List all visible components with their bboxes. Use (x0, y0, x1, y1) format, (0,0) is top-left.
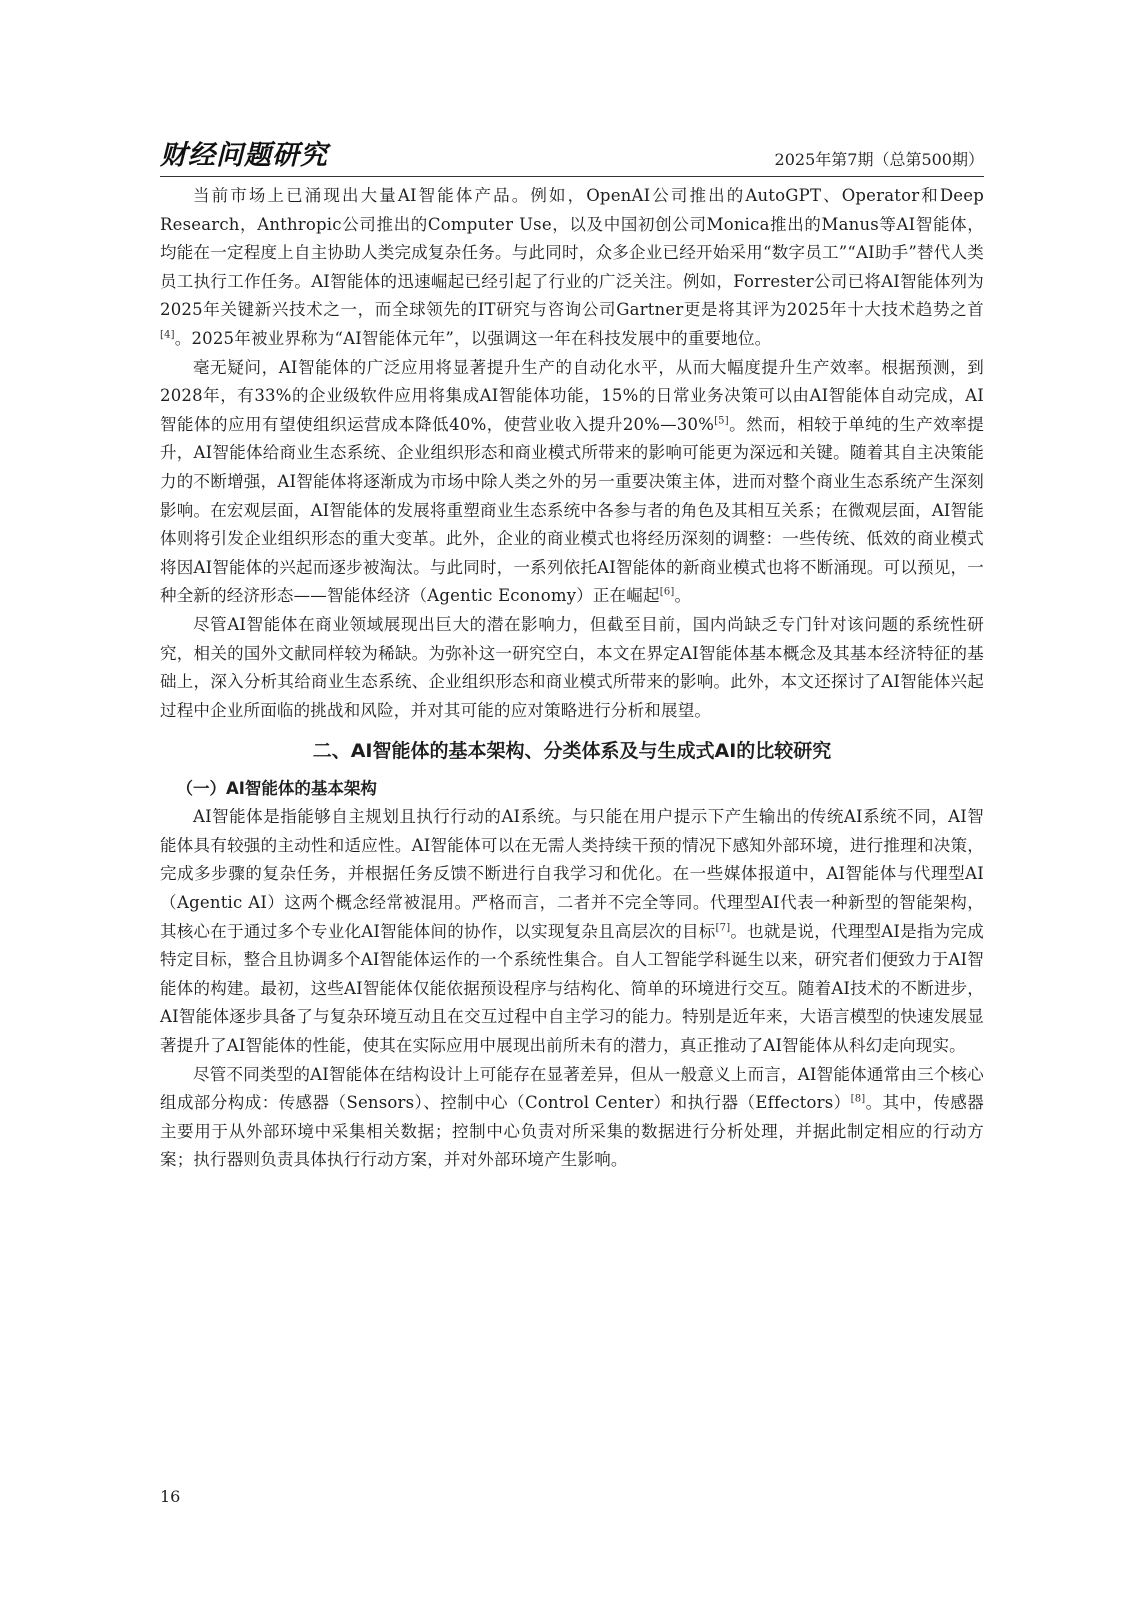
paragraph-text: 。然而，相较于单纯的生产效率提升，AI智能体给商业生态系统、企业组织形态和商业模式所带来的影响可能更为深远和关键。随着其自主决策能力的不断增强，AI智能体将逐渐成为市场中除人类之外的另一重要决策主体，进而对整个商业生态系统产生深刻影响。在宏观层面，AI智能体的发展将重塑商业生态系统中各参与者的角色及其相互关系；在微观层面，AI智能体则将引发企业组织形态的重大变革。此外，企业的商业模式也将经历深刻的调整：一些传统、低效的商业模式将因AI智能体的兴起而逐步被淘汰。与此同时，一系列依托AI智能体的新商业模式也将不断涌现。可以预见，一种全新的经济形态——智能体经济（Agentic Economy）正在崛起 (160, 414, 984, 606)
paragraph-5 (160, 1061, 984, 1175)
paragraph-text: 。其中，传感器主要用于从外部环境中采集相关数据；控制中心负责对所采集的数据进行分析处理，并据此制定相应的行动方案；执行器则负责具体执行行动方案，并对外部环境产生影响。 (160, 1093, 985, 1170)
paragraph-4 (160, 803, 984, 1060)
paragraph-text: 毫无疑问，AI智能体的广泛应用将显著提升生产的自动化水平，从而大幅度提升生产效率。根据预测，到2028年，有33%的企业级软件应用将集成AI智能体功能，15%的日常业务决策可以由AI智能体自动完成，AI智能体的应用有望使组织运营成本降低40%，使营业收入提升20%—30% (160, 357, 984, 434)
issue-info: 2025年第7期（总第500期） (774, 150, 984, 169)
paragraph-3 (160, 611, 984, 725)
subsection-heading: （一）AI智能体的基本架构 (176, 779, 377, 799)
page-number: 16 (160, 1487, 181, 1506)
citation-ref: [5] (714, 415, 729, 427)
citation-ref: [6] (659, 586, 675, 598)
journal-logo: 财经问题研究 (160, 140, 328, 171)
article-body (160, 182, 984, 1175)
citation-ref: [8] (850, 1093, 866, 1105)
paragraph-2 (160, 354, 984, 611)
paragraph-1 (160, 182, 984, 354)
paragraph-text: AI智能体是指能够自主规划且执行行动的AI系统。与只能在用户提示下产生输出的传统AI系统不同，AI智能体具有较强的主动性和适应性。AI智能体可以在无需人类持续干预的情况下感知外部环境，进行推理和决策，完成多步骤的复杂任务，并根据任务反馈不断进行自我学习和优化。在一些媒体报道中，AI智能体与代理型AI（Agentic AI）这两个概念经常被混用。严格而言，二者并不完全等同。代理型AI代表一种新型的智能架构，其核心在于通过多个专业化AI智能体间的协作，以实现复杂且高层次的目标 (160, 807, 984, 941)
section-heading: 二、AI智能体的基本架构、分类体系及与生成式AI的比较研究 (312, 740, 832, 763)
paragraph-text: 。 (674, 586, 692, 606)
paragraph-text: 。也就是说，代理型AI是指为完成特定目标，整合且协调多个AI智能体运作的一个系统性集合。自人工智能学科诞生以来，研究者们便致力于AI智能体的构建。最初，这些AI智能体仅能依据预设程序与结构化、简单的环境进行交互。随着AI技术的不断进步，AI智能体逐步具备了与复杂环境互动且在交互过程中自主学习的能力。特别是近年来，大语言模型的快速发展显著提升了AI智能体的性能，使其在实际应用中展现出前所未有的潜力，真正推动了AI智能体从科幻走向现实。 (160, 921, 984, 1056)
paragraph-text: 尽管AI智能体在商业领域展现出巨大的潜在影响力，但截至目前，国内尚缺乏专门针对该问题的系统性研究，相关的国外文献同样较为稀缺。为弥补这一研究空白，本文在界定AI智能体基本概念及其基本经济特征的基础上，深入分析其给商业生态系统、企业组织形态和商业模式所带来的影响。此外，本文还探讨了AI智能体兴起过程中企业所面临的挑战和风险，并对其可能的应对策略进行分析和展望。 (160, 614, 984, 720)
paragraph-text: 。2025年被业界称为“AI智能体元年”，以强调这一年在科技发展中的重要地位。 (174, 328, 772, 348)
paragraph-text: 当前市场上已涌现出大量AI智能体产品。例如，OpenAI公司推出的AutoGPT、Operator和Deep Research，Anthropic公司推出的Computer Use，以及中国初创公司Monica推出的Manus等AI智能体，均能在一定程度上自主协助人类完成复杂任务。与此同时，众多企业已经开始采用“数字员工”“AI助手”替代人类员工执行工作任务。AI智能体的迅速崛起已经引起了行业的广泛关注。例如，Forrester公司已将AI智能体列为2025年关键新兴技术之一，而全球领先的IT研究与咨询公司Gartner更是将其评为2025年十大技术趋势之首 (160, 186, 984, 320)
citation-ref: [7] (715, 922, 731, 934)
citation-ref: [4] (160, 329, 175, 341)
running-header (160, 140, 984, 177)
paragraph-text: 尽管不同类型的AI智能体在结构设计上可能存在显著差异，但从一般意义上而言，AI智能体通常由三个核心组成部分构成：传感器（Sensors）、控制中心（Control Center）和执行器（Effectors） (160, 1064, 984, 1113)
